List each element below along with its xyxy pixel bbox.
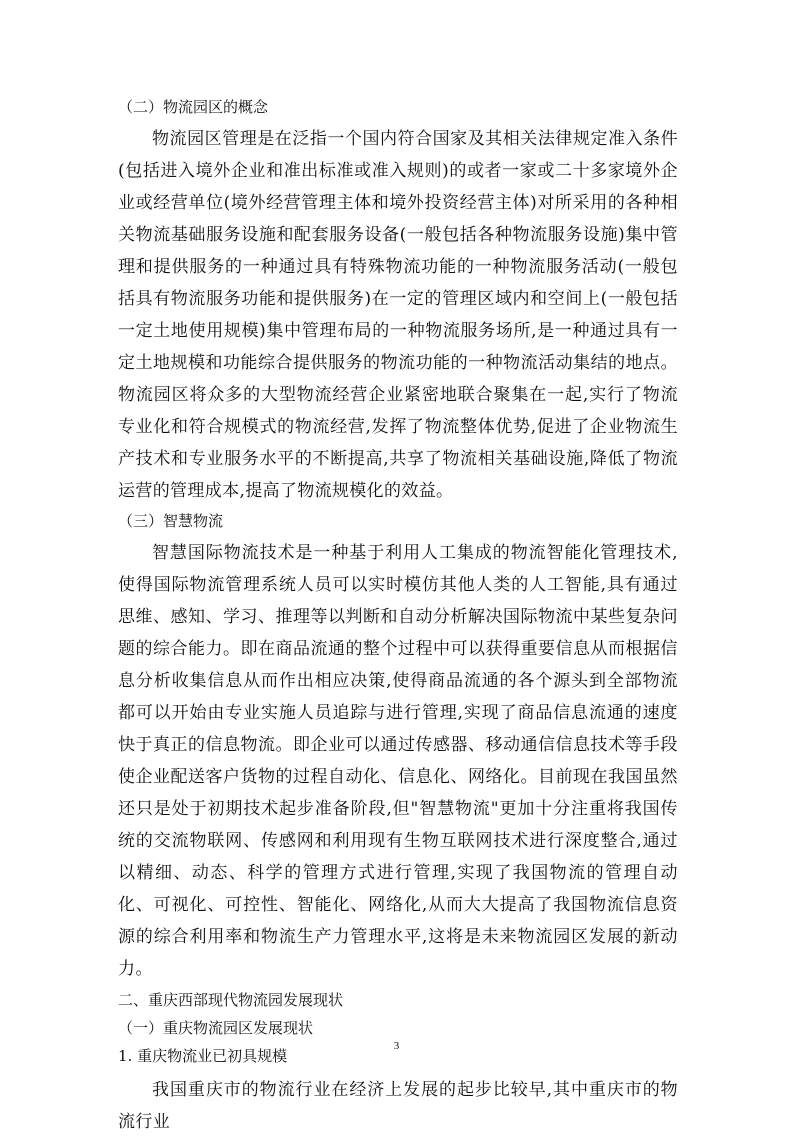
section-heading-logistics-park-concept: （二）物流园区的概念 [118,98,269,116]
paragraph-logistics-park-concept: 物流园区管理是在泛指一个国内符合国家及其相关法律规定准入条件(包括进入境外企业和准出标准或准入规则)的或者一家或二十多家境外企业或经营单位(境外经营管理主体和境外投资经营主体)对所采用的各种相关物流基础服务设施和配套服务设备(一般包括各种物流服务设施)集中管理和提供服务的一种通过具有特殊物流功能的一种物流服务活动(一般包括具有物流服务功能和提供服务)在一定的管理区域内和空间上(一般包括一定土地使用规模)集中管理布局的一种物流服务场所,是一种通过具有一定土地规模和功能综合提供服务的物流功能的一种物流活动集结的地点。物流园区将众多的大型物流经营企业紧密地联合聚集在一起,实行了物流专业化和符合规模式的物流经营,发挥了物流整体优势,促进了企业物流生产技术和专业服务水平的不断提高,共享了物流相关基础设施,降低了物流运营的管理成本,提高了物流规模化的效益。 [118,129,678,501]
section-heading-chongqing-park-status: （一）重庆物流园区发展现状 [118,1019,314,1037]
chapter-heading-chongqing-status: 二、重庆西部现代物流园发展现状 [118,991,344,1009]
subsection-heading-scale: 1. 重庆物流业已初具规模 [118,1047,288,1065]
paragraph-smart-logistics: 智慧国际物流技术是一种基于利用人工集成的物流智能化管理技术,使得国际物流管理系统人员可以实时模仿其他人类的人工智能,具有通过思维、感知、学习、推理等以判断和自动分析解决国际物流中某些复杂问题的综合能力。即在商品流通的整个过程中可以获得重要信息从而根据信息分析收集信息从而作出相应决策,使得商品流通的各个源头到全部物流都可以开始由专业实施人员追踪与进行管理,实现了商品信息流通的速度快于真正的信息物流。即企业可以通过传感器、移动通信信息技术等手段使企业配送客户货物的过程自动化、信息化、网络化。目前现在我国虽然还只是处于初期技术起步准备阶段,但"智慧物流"更加十分注重将我国传统的交流物联网、传感网和利用现有生物互联网技术进行深度整合,通过以精细、动态、科学的管理方式进行管理,实现了我国物流的管理自动化、可视化、可控性、智能化、网络化,从而大大提高了我国物流信息资源的综合利用率和物流生产力管理水平,这将是未来物流园区发展的新动力。 [118,543,678,979]
paragraph-chongqing-industry: 我国重庆市的物流行业在经济上发展的起步比较早,其中重庆市的物流行业 [118,1080,678,1132]
page-number: 3 [393,1040,400,1052]
page-body [118,95,678,1138]
section-heading-smart-logistics: （三）智慧物流 [118,512,224,530]
